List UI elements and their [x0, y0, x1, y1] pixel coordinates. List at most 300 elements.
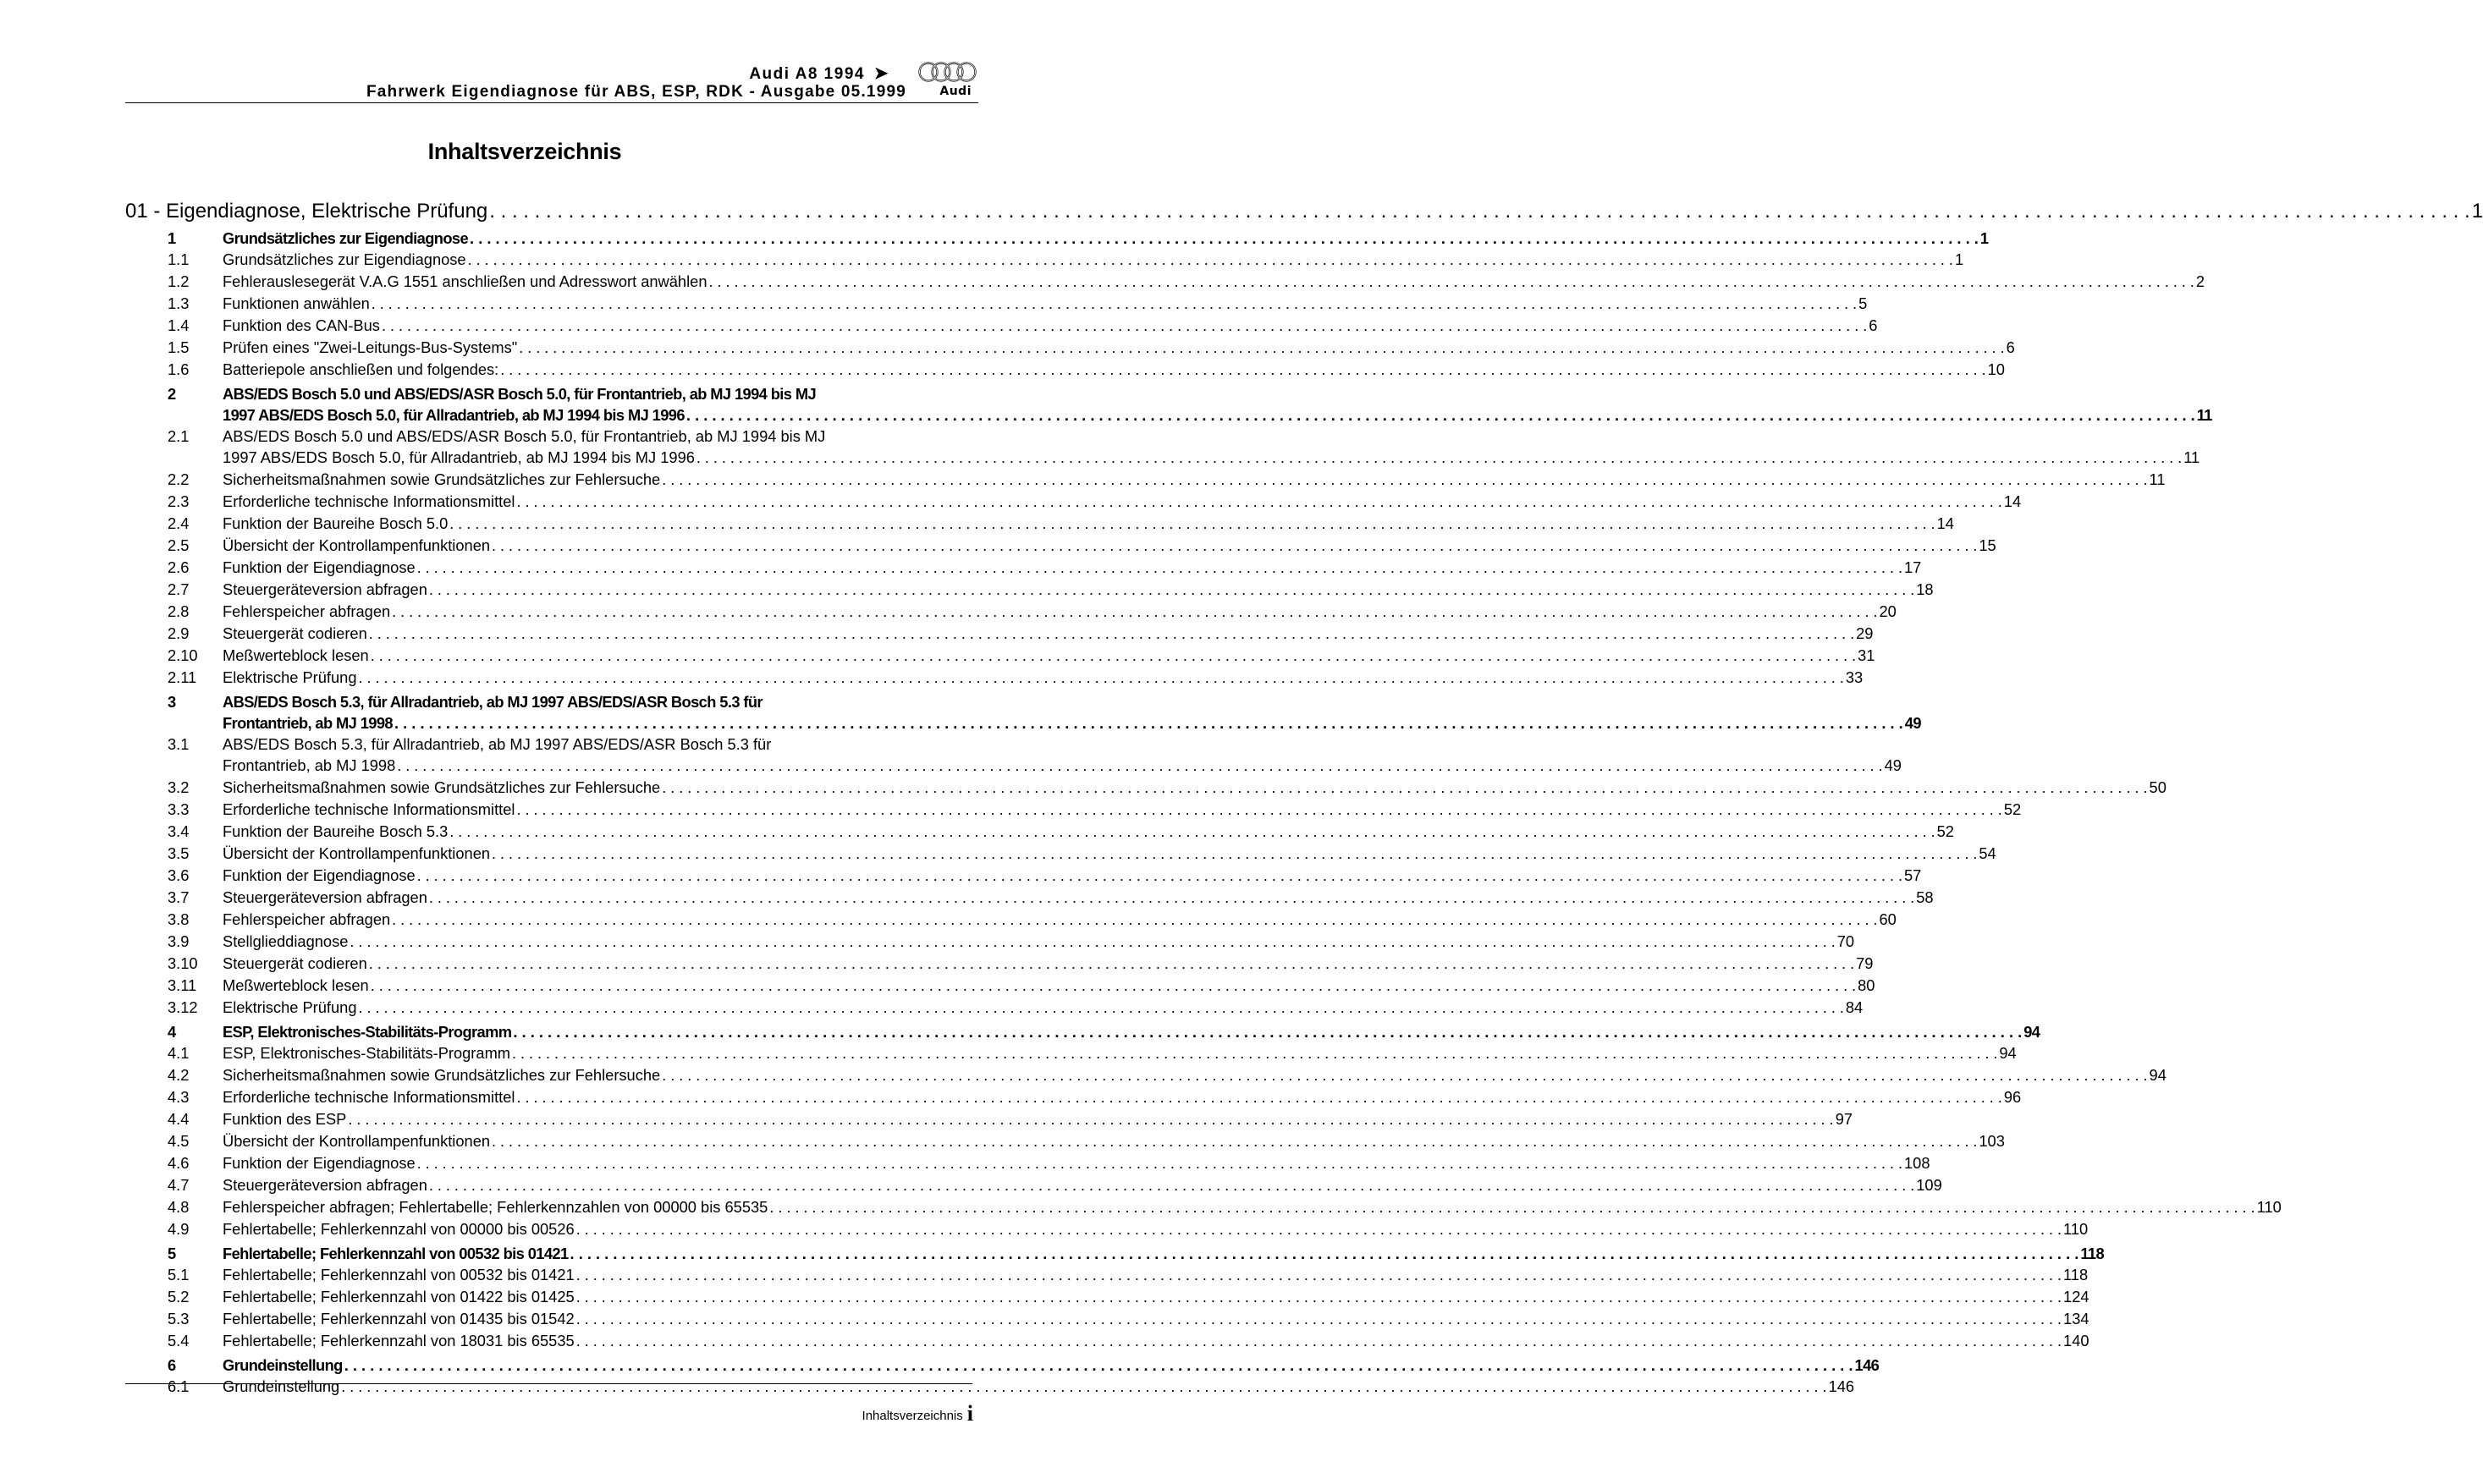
- toc-entry-page: 140: [2063, 1332, 2089, 1349]
- toc-subsection-entry[interactable]: [125, 645, 1875, 667]
- toc-entry-number: 4: [168, 1023, 176, 1041]
- toc-entry-number: 5.3: [168, 1310, 190, 1327]
- toc-section-entry[interactable]: [125, 1355, 1880, 1376]
- toc-entry-title: Funktion der Baureihe Bosch 5.0: [223, 514, 449, 532]
- dot-leader: [429, 1174, 1914, 1196]
- toc-entry-page: 109: [1916, 1176, 1942, 1194]
- toc-entry-page: 18: [1916, 580, 1934, 598]
- toc-entry-line: [223, 734, 1902, 755]
- header-model-text: Audi A8 1994: [749, 65, 865, 83]
- toc-entry-number: 1: [168, 229, 176, 247]
- toc-entry-page: 11: [2183, 448, 2200, 466]
- chapter-page: 1: [2471, 200, 2483, 223]
- dot-leader: [576, 1218, 2062, 1240]
- toc-entry-number: 3.7: [168, 888, 190, 906]
- toc-subsection-entry[interactable]: [125, 865, 1922, 887]
- toc-section-entry[interactable]: [125, 691, 1921, 734]
- toc-entry-body: [223, 601, 1897, 623]
- toc-subsection-entry[interactable]: [125, 734, 1902, 777]
- toc-entry-page: 110: [2063, 1220, 2089, 1238]
- dot-leader: [492, 843, 1977, 865]
- toc-entry-line: [223, 691, 1921, 712]
- toc-entry-body: [223, 843, 1996, 865]
- toc-entry-title: Fehlerspeicher abfragen: [223, 910, 391, 928]
- dot-leader: [470, 228, 1979, 249]
- toc-entry-body: [223, 228, 1988, 249]
- toc-subsection-entry[interactable]: [125, 623, 1874, 645]
- dot-leader: [492, 1130, 1977, 1152]
- toc-entry-page: 50: [2149, 778, 2166, 796]
- toc-entry-title: Funktion der Eigendiagnose: [223, 1154, 416, 1172]
- toc-entry-body: [223, 249, 1963, 271]
- toc-entry-page: 60: [1879, 910, 1897, 928]
- toc-entry-body: [223, 645, 1875, 667]
- toc-entry-title: ESP, Elektronisches-Stabilitäts-Programm: [223, 1023, 512, 1041]
- toc-subsection-entry[interactable]: [125, 1196, 2282, 1218]
- toc-entry-title: Erforderliche technische Informationsmittel: [223, 800, 515, 818]
- toc-subsection-entry[interactable]: [125, 953, 1874, 975]
- toc-subsection-entry[interactable]: [125, 491, 2022, 513]
- toc-entry-number: 2.2: [168, 470, 190, 488]
- toc-entry-page: 118: [2063, 1266, 2089, 1283]
- toc-entry-line: [223, 383, 2212, 404]
- toc-subsection-entry[interactable]: [125, 1174, 1942, 1196]
- toc-entry-page: 58: [1916, 888, 1934, 906]
- toc-entry-body: [223, 315, 1877, 337]
- page-header: [125, 58, 978, 104]
- dot-leader: [359, 667, 1844, 689]
- toc-entry-page: 94: [2149, 1066, 2166, 1084]
- toc-subsection-entry[interactable]: [125, 315, 1878, 337]
- toc-entry-body: [223, 535, 1996, 557]
- toc-entry-body: [223, 337, 2015, 359]
- toc-entry-page: 33: [1845, 668, 1864, 686]
- toc-entry-title: Sicherheitsmaßnahmen sowie Grundsätzliches zur Fehlersuche: [223, 1066, 661, 1084]
- toc-entry-number: 6: [168, 1356, 176, 1374]
- toc-subsection-entry[interactable]: [125, 1152, 1930, 1174]
- toc-entry-title: Frontantrieb, ab MJ 1998: [223, 756, 396, 774]
- dot-leader: [369, 953, 1854, 975]
- footer-label: Inhaltsverzeichnis: [862, 1409, 963, 1423]
- toc-entry-number: 3.4: [168, 822, 190, 840]
- toc-entry-title: Funktionen anwählen: [223, 294, 370, 312]
- toc-entry-number: 5.1: [168, 1266, 190, 1283]
- page-title: Inhaltsverzeichnis: [427, 139, 622, 164]
- dot-leader: [709, 271, 2194, 293]
- toc-entry-body: [223, 777, 2166, 799]
- toc-entry-line: [223, 426, 2199, 447]
- toc-entry-body: [223, 513, 1954, 535]
- toc-subsection-entry[interactable]: [125, 1376, 1855, 1398]
- toc-entry-page: 108: [1904, 1154, 1930, 1172]
- arrow-icon: ➤: [873, 64, 889, 83]
- toc-subsection-entry[interactable]: [125, 271, 2205, 293]
- toc-entry-page: 11: [2196, 406, 2212, 424]
- dot-leader: [397, 755, 1882, 777]
- toc-subsection-entry[interactable]: [125, 1108, 1853, 1130]
- toc-entry-number: 1.5: [168, 338, 190, 356]
- dot-leader: [417, 557, 1902, 579]
- toc-entry-number: 3.1: [168, 735, 190, 753]
- toc-entry-title: Sicherheitsmaßnahmen sowie Grundsätzliches zur Fehlersuche: [223, 470, 661, 488]
- toc-subsection-entry[interactable]: [125, 1330, 2089, 1352]
- dot-leader: [417, 1152, 1902, 1174]
- toc-section-entry[interactable]: [125, 383, 2212, 426]
- toc-entry-title: Prüfen eines "Zwei-Leitungs-Bus-Systems": [223, 338, 518, 356]
- toc-entry-page: 84: [1845, 998, 1864, 1016]
- dot-leader: [519, 337, 2004, 359]
- toc-subsection-entry[interactable]: [125, 249, 1964, 271]
- toc-entry-number: 1.6: [168, 360, 190, 378]
- toc-subsection-entry[interactable]: [125, 931, 1855, 953]
- toc-entry-title: Übersicht der Kontrollampenfunktionen: [223, 844, 491, 862]
- dot-leader: [513, 1021, 2022, 1042]
- toc-entry-page: 14: [2003, 492, 2022, 510]
- toc-entry-body: [223, 426, 2199, 469]
- toc-entry-title: Meßwerteblock lesen: [223, 646, 369, 664]
- dot-leader: [576, 1308, 2062, 1330]
- toc-entry-number: 2.4: [168, 514, 190, 532]
- toc-entry-title: Fehlerspeicher abfragen: [223, 602, 391, 620]
- dot-leader: [359, 997, 1844, 1019]
- dot-leader: [429, 887, 1914, 909]
- toc-entry-title: Fehlertabelle; Fehlerkennzahl von 00532 bis 01421: [223, 1245, 569, 1262]
- toc-entry-number: 3.12: [168, 998, 198, 1016]
- toc-entry-number: 3.8: [168, 910, 190, 928]
- toc-entry-number: 2.9: [168, 624, 190, 642]
- toc-entry-body: [223, 1264, 2088, 1286]
- toc-entry-title: Batteriepole anschließen und folgendes:: [223, 360, 499, 378]
- toc-subsection-entry[interactable]: [125, 513, 1954, 535]
- toc-entry-number: 2.3: [168, 492, 190, 510]
- toc-subsection-entry[interactable]: [125, 293, 1868, 315]
- dot-leader: [576, 1330, 2062, 1352]
- dot-leader: [516, 491, 2001, 513]
- toc-entry-title: ABS/EDS Bosch 5.0 und ABS/EDS/ASR Bosch 5.0, für Frontantrieb, ab MJ 1994 bis MJ: [223, 385, 817, 403]
- dot-leader: [348, 1108, 1833, 1130]
- toc-entry-number: 4.3: [168, 1088, 190, 1106]
- dot-leader: [341, 1376, 1826, 1398]
- toc-subsection-entry[interactable]: [125, 1042, 2017, 1064]
- dot-leader: [489, 198, 2469, 225]
- toc-entry-body: [223, 667, 1863, 689]
- toc-subsection-entry[interactable]: [125, 579, 1934, 601]
- toc-entry-title: Elektrische Prüfung: [223, 998, 357, 1016]
- toc-entry-body: [223, 909, 1897, 931]
- dot-leader: [371, 975, 1856, 997]
- toc-subsection-entry[interactable]: [125, 975, 1875, 997]
- dot-leader: [686, 404, 2195, 426]
- dot-leader: [662, 777, 2147, 799]
- toc-entry-body: [223, 1152, 1930, 1174]
- dot-leader: [369, 623, 1854, 645]
- toc-entry-number: 4.4: [168, 1110, 190, 1128]
- toc-entry-title: Grundsätzliches zur Eigendiagnose: [223, 250, 466, 268]
- toc-entry-page: 6: [1869, 316, 1878, 334]
- dot-leader: [392, 601, 1877, 623]
- toc-entry-title: Funktion der Eigendiagnose: [223, 866, 416, 884]
- table-of-contents: [125, 198, 2483, 1398]
- toc-entry-title: ABS/EDS Bosch 5.3, für Allradantrieb, ab MJ 1997 ABS/EDS/ASR Bosch 5.3 für: [223, 693, 763, 711]
- toc-entry-title: Stellglieddiagnose: [223, 932, 349, 950]
- toc-entry-body: [223, 1042, 2017, 1064]
- toc-entry-body: [223, 271, 2205, 293]
- toc-entry-number: 2: [168, 385, 176, 403]
- toc-entry-title: Steuergeräteversion abfragen: [223, 580, 427, 598]
- toc-entry-body: [223, 931, 1854, 953]
- toc-entry-line: [223, 404, 2212, 426]
- toc-entry-page: 49: [1904, 714, 1921, 732]
- toc-subsection-entry[interactable]: [125, 1308, 2089, 1330]
- toc-entry-body: [223, 865, 1921, 887]
- toc-entry-title: Fehlerspeicher abfragen; Fehlertabelle; Fehlerkennzahlen von 00000 bis 65535: [223, 1198, 768, 1216]
- dot-leader: [769, 1196, 2255, 1218]
- header-model: [749, 63, 889, 84]
- toc-entry-line: [223, 447, 2199, 469]
- footer-page-number: i: [966, 1401, 973, 1426]
- toc-entry-body: [223, 1286, 2089, 1308]
- toc-entry-page: 79: [1856, 954, 1874, 972]
- dot-leader: [392, 909, 1877, 931]
- toc-entry-title: Sicherheitsmaßnahmen sowie Grundsätzliches zur Fehlersuche: [223, 778, 661, 796]
- toc-subsection-entry[interactable]: [125, 1130, 2005, 1152]
- toc-entry-page: 110: [2256, 1198, 2282, 1216]
- toc-entry-page: 96: [2003, 1088, 2022, 1106]
- toc-entry-number: 1.1: [168, 250, 190, 268]
- toc-entry-title: Fehlertabelle; Fehlerkennzahl von 18031 bis 65535: [223, 1332, 575, 1349]
- dot-leader: [500, 359, 1985, 381]
- toc-entry-title: Funktion des CAN-Bus: [223, 316, 380, 334]
- toc-subsection-entry[interactable]: [125, 667, 1864, 689]
- toc-subsection-entry[interactable]: [125, 777, 2166, 799]
- toc-entry-title: Meßwerteblock lesen: [223, 976, 369, 994]
- toc-entry-number: 4.6: [168, 1154, 190, 1172]
- toc-entry-number: 3: [168, 693, 176, 711]
- toc-entry-number: 5.4: [168, 1332, 190, 1349]
- toc-subsection-entry[interactable]: [125, 799, 2022, 821]
- dot-leader: [394, 712, 1903, 734]
- toc-entry-title: Erforderliche technische Informationsmittel: [223, 492, 515, 510]
- toc-subsection-entry[interactable]: [125, 337, 2015, 359]
- toc-entry-title: Erforderliche technische Informationsmittel: [223, 1088, 515, 1106]
- toc-entry-number: 5: [168, 1245, 176, 1262]
- toc-entry-body: [223, 1330, 2089, 1352]
- toc-entry-title: Frontantrieb, ab MJ 1998: [223, 714, 393, 732]
- toc-entry-page: 57: [1904, 866, 1922, 884]
- dot-leader: [492, 535, 1977, 557]
- toc-entry-title: ABS/EDS Bosch 5.3, für Allradantrieb, ab MJ 1997 ABS/EDS/ASR Bosch 5.3 für: [223, 735, 772, 753]
- toc-entry-number: 2.5: [168, 536, 190, 554]
- toc-entry-body: [223, 1376, 1854, 1398]
- toc-entry-page: 146: [1828, 1377, 1855, 1395]
- dot-leader: [516, 799, 2001, 821]
- toc-entry-body: [223, 691, 1921, 734]
- dot-leader: [512, 1042, 1997, 1064]
- toc-entry-page: 49: [1884, 756, 1902, 774]
- toc-entry-body: [223, 1308, 2089, 1330]
- toc-subsection-entry[interactable]: [125, 1286, 2089, 1308]
- toc-entry-number: 4.9: [168, 1220, 190, 1238]
- toc-entry-page: 94: [1999, 1044, 2017, 1062]
- toc-entry-line: [223, 712, 1921, 734]
- toc-entry-number: 2.7: [168, 580, 190, 598]
- toc-entry-number: 1.2: [168, 272, 190, 290]
- dot-leader: [576, 1264, 2062, 1286]
- page-footer: [862, 1401, 973, 1426]
- toc-subsection-entry[interactable]: [125, 1218, 2089, 1240]
- toc-subsection-entry[interactable]: [125, 997, 1864, 1019]
- toc-entry-body: [223, 953, 1873, 975]
- toc-entry-page: 10: [1987, 360, 2005, 378]
- toc-entry-page: 20: [1879, 602, 1897, 620]
- toc-subsection-entry[interactable]: [125, 535, 1996, 557]
- toc-entry-line: [223, 755, 1902, 777]
- toc-subsection-entry[interactable]: [125, 359, 2005, 381]
- toc-subsection-entry[interactable]: [125, 821, 1954, 843]
- toc-entry-number: 3.2: [168, 778, 190, 796]
- toc-entry-body: [223, 887, 1934, 909]
- toc-section-entry[interactable]: [125, 1243, 2105, 1264]
- dot-leader: [372, 293, 1857, 315]
- toc-entry-number: 3.11: [168, 976, 197, 994]
- toc-subsection-entry[interactable]: [125, 1086, 2022, 1108]
- toc-subsection-entry[interactable]: [125, 469, 2166, 491]
- footer-rule: [125, 1383, 972, 1384]
- toc-entry-title: 1997 ABS/EDS Bosch 5.0, für Allradantrieb, ab MJ 1994 bis MJ 1996: [223, 406, 685, 424]
- toc-section-entry[interactable]: [125, 228, 1989, 249]
- toc-entry-title: Elektrische Prüfung: [223, 668, 357, 686]
- toc-entry-body: [223, 1218, 2088, 1240]
- toc-subsection-entry[interactable]: [125, 909, 1897, 931]
- dot-leader: [570, 1243, 2079, 1264]
- toc-entry-page: 6: [2006, 338, 2015, 356]
- toc-entry-title: Funktion der Eigendiagnose: [223, 558, 416, 576]
- toc-entry-title: Steuergerät codieren: [223, 624, 367, 642]
- audi-wordmark: Audi: [939, 85, 972, 98]
- toc-entry-title: Steuergerät codieren: [223, 954, 367, 972]
- toc-entry-page: 2: [2195, 272, 2205, 290]
- toc-entry-page: 54: [1979, 844, 1996, 862]
- dot-leader: [382, 315, 1867, 337]
- dot-leader: [417, 865, 1902, 887]
- toc-entry-page: 94: [2023, 1023, 2040, 1041]
- toc-entry-body: [223, 359, 2005, 381]
- toc-section-entry[interactable]: [125, 1021, 2040, 1042]
- toc-entry-title: Fehlertabelle; Fehlerkennzahl von 01435 bis 01542: [223, 1310, 575, 1327]
- audi-logo: [917, 61, 978, 100]
- toc-entry-body: [223, 623, 1873, 645]
- toc-entry-number: 5.2: [168, 1288, 190, 1305]
- toc-entry-body: [223, 1243, 2104, 1264]
- toc-entry-body: [223, 557, 1921, 579]
- toc-subsection-entry[interactable]: [125, 1264, 2089, 1286]
- toc-entry-title: ESP, Elektronisches-Stabilitäts-Programm: [223, 1044, 511, 1062]
- toc-entry-title: Grundeinstellung: [223, 1377, 340, 1395]
- toc-entry-body: [223, 1108, 1853, 1130]
- dot-leader: [429, 579, 1914, 601]
- dot-leader: [576, 1286, 2062, 1308]
- toc-entry-number: 4.7: [168, 1176, 190, 1194]
- toc-entry-body: [223, 469, 2166, 491]
- dot-leader: [371, 645, 1856, 667]
- toc-entry-page: 17: [1904, 558, 1922, 576]
- toc-entry-page: 97: [1835, 1110, 1853, 1128]
- toc-entry-number: 3.3: [168, 800, 190, 818]
- toc-entry-number: 3.9: [168, 932, 190, 950]
- toc-entry-body: [223, 821, 1954, 843]
- toc-entry-page: 15: [1979, 536, 1996, 554]
- toc-entry-page: 31: [1858, 646, 1875, 664]
- toc-entry-body: [223, 799, 2021, 821]
- toc-entry-body: [223, 975, 1875, 997]
- dot-leader: [662, 1064, 2147, 1086]
- header-subtitle: Fahrwerk Eigendiagnose für ABS, ESP, RDK - Ausgabe 05.1999: [366, 83, 906, 101]
- toc-entry-title: 1997 ABS/EDS Bosch 5.0, für Allradantrieb, ab MJ 1994 bis MJ 1996: [223, 448, 695, 466]
- toc-entry-page: 1: [1979, 229, 1989, 247]
- toc-entry-body: [223, 1064, 2166, 1086]
- dot-leader: [350, 931, 1835, 953]
- dot-leader: [696, 447, 2182, 469]
- toc-entry-title: Übersicht der Kontrollampenfunktionen: [223, 536, 491, 554]
- toc-entry-title: Übersicht der Kontrollampenfunktionen: [223, 1132, 491, 1150]
- dot-leader: [468, 249, 1953, 271]
- toc-entry-body: [223, 1174, 1942, 1196]
- toc-subsection-entry[interactable]: [125, 1064, 2166, 1086]
- toc-subsection-entry[interactable]: [125, 426, 2200, 469]
- dot-leader: [449, 821, 1935, 843]
- toc-entry-number: 4.1: [168, 1044, 190, 1062]
- audi-rings-icon: [917, 61, 978, 83]
- toc-entry-number: 3.5: [168, 844, 190, 862]
- toc-entry-number: 2.8: [168, 602, 190, 620]
- toc-entry-page: 1: [1954, 250, 1964, 268]
- toc-entry-body: [223, 997, 1863, 1019]
- toc-entry-title: Funktion des ESP: [223, 1110, 347, 1128]
- toc-subsection-entry[interactable]: [125, 887, 1934, 909]
- dot-leader: [516, 1086, 2001, 1108]
- toc-entry-number: 2.10: [168, 646, 198, 664]
- toc-entry-title: Grundeinstellung: [223, 1356, 343, 1374]
- toc-subsection-entry[interactable]: [125, 601, 1897, 623]
- toc-entry-body: [223, 1196, 2282, 1218]
- toc-entry-page: 118: [2080, 1245, 2105, 1262]
- toc-entry-body: [223, 734, 1902, 777]
- toc-entry-title: Steuergeräteversion abfragen: [223, 888, 427, 906]
- toc-entry-page: 124: [2063, 1288, 2089, 1305]
- toc-entry-number: 2.11: [168, 668, 197, 686]
- toc-entry-number: 4.2: [168, 1066, 190, 1084]
- toc-entry-title: Steuergeräteversion abfragen: [223, 1176, 427, 1194]
- toc-entry-page: 29: [1856, 624, 1874, 642]
- toc-entry-title: Fehlertabelle; Fehlerkennzahl von 00532 bis 01421: [223, 1266, 575, 1283]
- toc-entry-title: Funktion der Baureihe Bosch 5.3: [223, 822, 449, 840]
- toc-subsection-entry[interactable]: [125, 557, 1922, 579]
- toc-entry-body: [223, 579, 1934, 601]
- toc-entry-body: [223, 1086, 2021, 1108]
- toc-subsection-entry[interactable]: [125, 843, 1996, 865]
- toc-entry-title: Grundsätzliches zur Eigendiagnose: [223, 229, 469, 247]
- toc-entry-title: Fehlertabelle; Fehlerkennzahl von 00000 bis 00526: [223, 1220, 575, 1238]
- toc-entry-number: 2.6: [168, 558, 190, 576]
- toc-entry-page: 52: [2003, 800, 2022, 818]
- toc-entry-page: 70: [1836, 932, 1855, 950]
- toc-entry-page: 14: [1936, 514, 1954, 532]
- toc-entry-number: 3.10: [168, 954, 198, 972]
- chapter-entry[interactable]: [125, 198, 2483, 225]
- toc-entry-number: 4.8: [168, 1198, 190, 1216]
- toc-entry-page: 146: [1854, 1356, 1880, 1374]
- toc-entry-page: 80: [1858, 976, 1875, 994]
